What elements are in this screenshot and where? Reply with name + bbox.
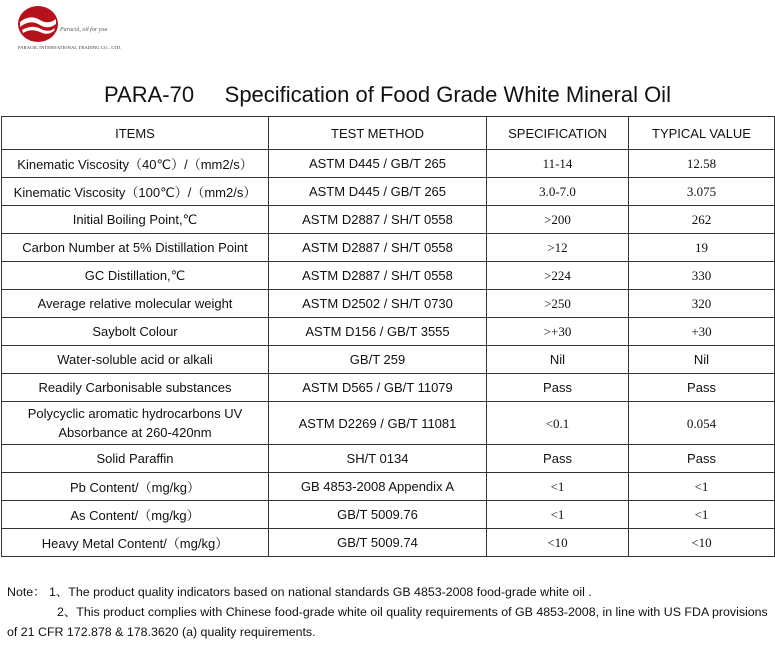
spec-cell: <10	[487, 529, 629, 557]
method-cell: GB/T 5009.74	[269, 529, 487, 557]
item-cell: As Content/（mg/kg）	[2, 501, 269, 529]
typical-cell: +30	[629, 318, 775, 346]
table-row	[2, 206, 775, 234]
typical-cell: Pass	[629, 445, 775, 473]
table-row	[2, 346, 775, 374]
company-tagline: Paracol, oil for you	[60, 27, 108, 33]
column-header-items: ITEMS	[2, 117, 269, 150]
method-cell: ASTM D156 / GB/T 3555	[269, 318, 487, 346]
method-cell: ASTM D445 / GB/T 265	[269, 178, 487, 206]
typical-cell: 0.054	[629, 402, 775, 445]
spec-cell: 11-14	[487, 150, 629, 178]
column-header-typical-value: TYPICAL VALUE	[629, 117, 775, 150]
typical-cell: Pass	[629, 374, 775, 402]
item-cell: Solid Paraffin	[2, 445, 269, 473]
method-cell: ASTM D2887 / SH/T 0558	[269, 206, 487, 234]
method-cell: ASTM D2887 / SH/T 0558	[269, 234, 487, 262]
table-row	[2, 290, 775, 318]
item-cell: Heavy Metal Content/（mg/kg）	[2, 529, 269, 557]
typical-cell: 3.075	[629, 178, 775, 206]
spec-cell: >224	[487, 262, 629, 290]
item-cell: Carbon Number at 5% Distillation Point	[2, 234, 269, 262]
note-line-1: Note： 1、The product quality indicators based on national standards GB 4853-2008 food-grade white oil .	[7, 585, 592, 599]
table-row	[2, 473, 775, 501]
column-header-specification: SPECIFICATION	[487, 117, 629, 150]
table-header-row	[2, 117, 775, 150]
spec-cell: Pass	[487, 445, 629, 473]
specification-table	[1, 116, 775, 557]
table-row	[2, 501, 775, 529]
typical-cell: <1	[629, 501, 775, 529]
item-cell: Saybolt Colour	[2, 318, 269, 346]
method-cell: GB/T 5009.76	[269, 501, 487, 529]
page-title: PARA-70 Specification of Food Grade White Mineral Oil	[104, 82, 671, 107]
method-cell: ASTM D2502 / SH/T 0730	[269, 290, 487, 318]
table-row	[2, 234, 775, 262]
table-row	[2, 529, 775, 557]
column-header-test-method: TEST METHOD	[269, 117, 487, 150]
spec-cell: >+30	[487, 318, 629, 346]
spec-cell: Pass	[487, 374, 629, 402]
spec-cell: Nil	[487, 346, 629, 374]
item-cell: GC Distillation,℃	[2, 262, 269, 290]
method-cell: ASTM D445 / GB/T 265	[269, 150, 487, 178]
company-name: PARAOIL INTERNATIONAL TRADING CO., LTD.	[18, 45, 122, 50]
item-cell: Readily Carbonisable substances	[2, 374, 269, 402]
table-row	[2, 318, 775, 346]
typical-cell: <10	[629, 529, 775, 557]
typical-cell: 12.58	[629, 150, 775, 178]
spec-cell: >12	[487, 234, 629, 262]
table-row	[2, 178, 775, 206]
item-cell: Water-soluble acid or alkali	[2, 346, 269, 374]
item-cell: Pb Content/（mg/kg）	[2, 473, 269, 501]
page-header	[0, 0, 775, 80]
typical-cell: 330	[629, 262, 775, 290]
spec-cell: >250	[487, 290, 629, 318]
spec-cell: 3.0-7.0	[487, 178, 629, 206]
method-cell: SH/T 0134	[269, 445, 487, 473]
item-cell: Kinematic Viscosity（100℃）/（mm2/s）	[2, 178, 269, 206]
typical-cell: 19	[629, 234, 775, 262]
spec-cell: <1	[487, 473, 629, 501]
item-cell: Initial Boiling Point,℃	[2, 206, 269, 234]
note-line-2: 2、This product complies with Chinese food-grade white oil quality requirements of GB 4853-2008, in line with US FDA provisions of 21 CFR 172.878 & 178.3620 (a) quality requirements.	[7, 605, 768, 639]
table-row	[2, 445, 775, 473]
method-cell: GB/T 259	[269, 346, 487, 374]
table-row	[2, 374, 775, 402]
spec-cell: <1	[487, 501, 629, 529]
spec-cell: >200	[487, 206, 629, 234]
table-row	[2, 150, 775, 178]
table-row	[2, 402, 775, 445]
typical-cell: 262	[629, 206, 775, 234]
typical-cell: Nil	[629, 346, 775, 374]
method-cell: GB 4853-2008 Appendix A	[269, 473, 487, 501]
method-cell: ASTM D565 / GB/T 11079	[269, 374, 487, 402]
spec-cell: <0.1	[487, 402, 629, 445]
company-logo-icon	[14, 4, 62, 44]
item-cell: Average relative molecular weight	[2, 290, 269, 318]
method-cell: ASTM D2887 / SH/T 0558	[269, 262, 487, 290]
typical-cell: 320	[629, 290, 775, 318]
item-cell: Kinematic Viscosity（40℃）/（mm2/s）	[2, 150, 269, 178]
typical-cell: <1	[629, 473, 775, 501]
item-cell: Polycyclic aromatic hydrocarbons UV Absorbance at 260-420nm	[2, 402, 269, 445]
notes-section	[7, 582, 769, 642]
table-row	[2, 262, 775, 290]
method-cell: ASTM D2269 / GB/T 11081	[269, 402, 487, 445]
